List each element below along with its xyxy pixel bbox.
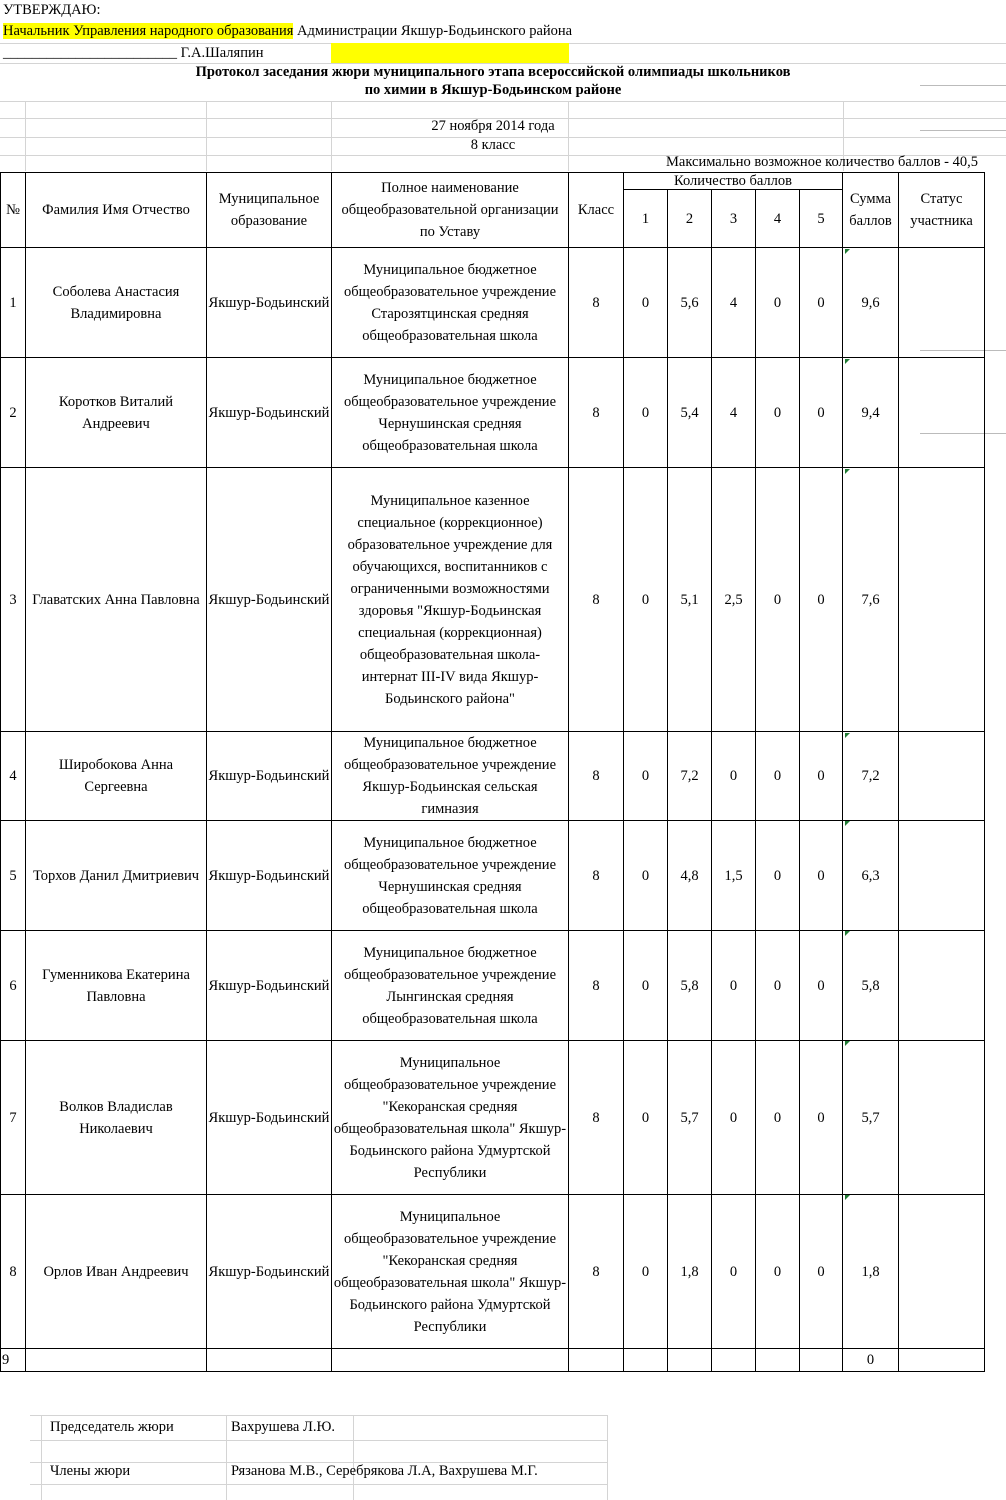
cell-name: Волков Владислав Николаевич xyxy=(26,1041,207,1195)
cell-class: 8 xyxy=(569,732,624,821)
cell-name: Широбокова Анна Сергеевна xyxy=(26,732,207,821)
cell-sum: 7,2 xyxy=(843,732,899,821)
header-num: № xyxy=(1,173,26,248)
header-scores: Количество баллов xyxy=(624,173,843,190)
grid-line xyxy=(353,1415,354,1500)
cell-num: 7 xyxy=(1,1041,26,1195)
cell-status xyxy=(899,468,985,732)
cell-score-3: 0 xyxy=(712,1041,756,1195)
cell-score-1: 0 xyxy=(624,358,668,468)
cell-num: 8 xyxy=(1,1195,26,1349)
cell-score-2: 4,8 xyxy=(668,821,712,931)
cell-score-1: 0 xyxy=(624,1041,668,1195)
formula-marker-icon xyxy=(845,821,850,826)
table-row xyxy=(1,821,985,931)
cell-score-4: 0 xyxy=(756,468,800,732)
cell-score-3: 1,5 xyxy=(712,821,756,931)
cell-score-2: 5,4 xyxy=(668,358,712,468)
cell-score-1 xyxy=(624,1349,668,1372)
cell-class: 8 xyxy=(569,821,624,931)
cell-score-2: 5,6 xyxy=(668,248,712,358)
cell-name xyxy=(26,1349,207,1372)
highlight-cell xyxy=(331,43,569,63)
cell-name: Орлов Иван Андреевич xyxy=(26,1195,207,1349)
cell-score-4: 0 xyxy=(756,1195,800,1349)
table-row xyxy=(1,1041,985,1195)
cell-score-5: 0 xyxy=(800,821,843,931)
cell-class: 8 xyxy=(569,1041,624,1195)
cell-score-1: 0 xyxy=(624,248,668,358)
cell-score-1: 0 xyxy=(624,1195,668,1349)
header-class: Класс xyxy=(569,173,624,248)
cell-municipality: Якшур-Бодьинский xyxy=(207,358,332,468)
cell-municipality: Якшур-Бодьинский xyxy=(207,931,332,1041)
cell-sum: 1,8 xyxy=(843,1195,899,1349)
formula-marker-icon xyxy=(845,931,850,936)
cell-score-1: 0 xyxy=(624,821,668,931)
cell-score-2: 1,8 xyxy=(668,1195,712,1349)
cell-score-3: 0 xyxy=(712,732,756,821)
cell-class: 8 xyxy=(569,1195,624,1349)
protocol-date: 27 ноября 2014 года xyxy=(431,118,555,134)
cell-sum: 7,6 xyxy=(843,468,899,732)
cell-status xyxy=(899,1041,985,1195)
cell-num: 4 xyxy=(1,732,26,821)
cell-score-3: 2,5 xyxy=(712,468,756,732)
header-name: Фамилия Имя Отчество xyxy=(26,173,207,248)
cell-score-5: 0 xyxy=(800,1195,843,1349)
cell-score-2: 7,2 xyxy=(668,732,712,821)
cell-class: 8 xyxy=(569,248,624,358)
cell-sum: 9,6 xyxy=(843,248,899,358)
cell-score-5: 0 xyxy=(800,468,843,732)
grid-line xyxy=(41,1415,42,1500)
table-row xyxy=(1,248,985,358)
cell-num: 3 xyxy=(1,468,26,732)
table-row xyxy=(1,1195,985,1349)
approve-label: УТВЕРЖДАЮ: xyxy=(3,2,101,18)
cell-score-2: 5,8 xyxy=(668,931,712,1041)
cell-organization: Муниципальное бюджетное общеобразовательное учреждение Старозятцинская средняя общеобразовательная школа xyxy=(332,248,569,358)
cell-score-4: 0 xyxy=(756,732,800,821)
cell-score-5: 0 xyxy=(800,248,843,358)
cell-score-1: 0 xyxy=(624,931,668,1041)
cell-class: 8 xyxy=(569,468,624,732)
grid-line xyxy=(607,1415,608,1500)
cell-class xyxy=(569,1349,624,1372)
cell-municipality: Якшур-Бодьинский xyxy=(207,1041,332,1195)
cell-municipality: Якшур-Бодьинский xyxy=(207,468,332,732)
grid-line xyxy=(30,1484,608,1485)
cell-score-4: 0 xyxy=(756,248,800,358)
cell-name: Торхов Данил Дмитриевич xyxy=(26,821,207,931)
table-row xyxy=(1,1349,985,1372)
cell-municipality: Якшур-Бодьинский xyxy=(207,1195,332,1349)
approver-position-rest: Администрации Якшур-Бодьинского района xyxy=(293,23,573,39)
cell-score-1: 0 xyxy=(624,468,668,732)
jury-chair-label: Председатель жюри xyxy=(50,1419,174,1435)
cell-score-4: 0 xyxy=(756,821,800,931)
cell-score-3 xyxy=(712,1349,756,1372)
cell-score-5: 0 xyxy=(800,931,843,1041)
cell-municipality: Якшур-Бодьинский xyxy=(207,821,332,931)
max-score: Максимально возможное количество баллов - 40,5 xyxy=(666,154,978,170)
header-organization: Полное наименование общеобразовательной организации по Уставу xyxy=(332,173,569,248)
cell-class: 8 xyxy=(569,358,624,468)
cell-score-2 xyxy=(668,1349,712,1372)
cell-sum: 5,8 xyxy=(843,931,899,1041)
cell-num: 1 xyxy=(1,248,26,358)
header-score-3: 3 xyxy=(712,190,756,248)
cell-organization: Муниципальное бюджетное общеобразовательное учреждение Чернушинская средняя общеобразовательная школа xyxy=(332,358,569,468)
cell-score-1: 0 xyxy=(624,732,668,821)
table-row xyxy=(1,358,985,468)
cell-sum: 6,3 xyxy=(843,821,899,931)
header-municipality: Муниципальное образование xyxy=(207,173,332,248)
cell-class: 8 xyxy=(569,931,624,1041)
cell-status xyxy=(899,732,985,821)
cell-score-5: 0 xyxy=(800,358,843,468)
approver-position xyxy=(3,23,572,40)
cell-name: Коротков Виталий Андреевич xyxy=(26,358,207,468)
cell-organization: Муниципальное бюджетное общеобразовательное учреждение Якшур-Бодьинская сельская гимназия xyxy=(332,732,569,821)
cell-sum: 5,7 xyxy=(843,1041,899,1195)
formula-marker-icon xyxy=(845,1041,850,1046)
cell-num: 2 xyxy=(1,358,26,468)
jury-chair-name: Вахрушева Л.Ю. xyxy=(231,1419,335,1435)
header-score-5: 5 xyxy=(800,190,843,248)
cell-score-3: 4 xyxy=(712,358,756,468)
cell-municipality: Якшур-Бодьинский xyxy=(207,248,332,358)
header-status: Статус участника xyxy=(899,173,985,248)
cell-score-4 xyxy=(756,1349,800,1372)
table-row xyxy=(1,732,985,821)
cell-num: 6 xyxy=(1,931,26,1041)
cell-score-4: 0 xyxy=(756,931,800,1041)
results-table xyxy=(0,172,985,1372)
cell-num: 5 xyxy=(1,821,26,931)
cell-name: Гуменникова Екатерина Павловна xyxy=(26,931,207,1041)
cell-score-2: 5,1 xyxy=(668,468,712,732)
header-sum: Сумма баллов xyxy=(843,173,899,248)
table-header-row xyxy=(1,173,985,190)
protocol-grade: 8 класс xyxy=(470,137,516,153)
formula-marker-icon xyxy=(845,469,850,474)
cell-status xyxy=(899,1195,985,1349)
formula-marker-icon xyxy=(845,1195,850,1200)
approver-position-highlight: Начальник Управления народного образования xyxy=(3,23,294,39)
cell-name: Соболева Анастасия Владимировна xyxy=(26,248,207,358)
grid-line xyxy=(30,1415,608,1416)
cell-organization: Муниципальное общеобразовательное учреждение "Кекоранская средняя общеобразовательная школа" Якшур-Бодьинского района Удмуртской Республики xyxy=(332,1195,569,1349)
cell-status xyxy=(899,1349,985,1372)
cell-organization: Муниципальное бюджетное общеобразовательное учреждение Лынгинская средняя общеобразовательная школа xyxy=(332,931,569,1041)
cell-score-3: 0 xyxy=(712,931,756,1041)
formula-marker-icon xyxy=(845,249,850,254)
cell-num: 9 xyxy=(1,1349,26,1372)
cell-organization: Муниципальное казенное специальное (коррекционное) образовательное учреждение для обучающихся, воспитанников с ограниченными возможностями здоровья "Якшур-Бодьинская специальная (коррекционная) общеобразовательная школа-интернат III-IV вида Якшур-Бодьинского района" xyxy=(332,468,569,732)
signature-line: ________________________ Г.А.Шаляпин xyxy=(3,45,264,61)
cell-organization: Муниципальное общеобразовательное учреждение "Кекоранская средняя общеобразовательная школа" Якшур-Бодьинского района Удмуртской Республики xyxy=(332,1041,569,1195)
cell-sum: 0 xyxy=(843,1349,899,1372)
jury-members-names: Рязанова М.В., Серебрякова Л.А, Вахрушева М.Г. xyxy=(231,1463,538,1479)
cell-score-3: 0 xyxy=(712,1195,756,1349)
cell-name: Главатских Анна Павловна xyxy=(26,468,207,732)
cell-score-5 xyxy=(800,1349,843,1372)
header-score-2: 2 xyxy=(668,190,712,248)
cell-municipality: Якшур-Бодьинский xyxy=(207,732,332,821)
cell-score-3: 4 xyxy=(712,248,756,358)
cell-score-4: 0 xyxy=(756,1041,800,1195)
protocol-title-line2: по химии в Якшур-Бодьинском районе xyxy=(364,82,622,98)
cell-sum: 9,4 xyxy=(843,358,899,468)
protocol-title-line1: Протокол заседания жюри муниципального этапа всероссийской олимпиады школьников xyxy=(195,64,791,80)
cell-municipality xyxy=(207,1349,332,1372)
cell-score-2: 5,7 xyxy=(668,1041,712,1195)
formula-marker-icon xyxy=(845,733,850,738)
cell-organization xyxy=(332,1349,569,1372)
cell-status xyxy=(899,248,985,358)
cell-status xyxy=(899,931,985,1041)
table-row xyxy=(1,468,985,732)
formula-marker-icon xyxy=(845,359,850,364)
cell-score-5: 0 xyxy=(800,1041,843,1195)
grid-line xyxy=(0,101,1006,102)
grid-line xyxy=(226,1415,227,1500)
cell-score-5: 0 xyxy=(800,732,843,821)
cell-organization: Муниципальное бюджетное общеобразовательное учреждение Чернушинская средняя общеобразовательная школа xyxy=(332,821,569,931)
table-row xyxy=(1,931,985,1041)
jury-members-label: Члены жюри xyxy=(50,1463,131,1479)
header-score-1: 1 xyxy=(624,190,668,248)
grid-line xyxy=(30,1440,608,1441)
cell-status xyxy=(899,821,985,931)
cell-status xyxy=(899,358,985,468)
cell-score-4: 0 xyxy=(756,358,800,468)
header-score-4: 4 xyxy=(756,190,800,248)
